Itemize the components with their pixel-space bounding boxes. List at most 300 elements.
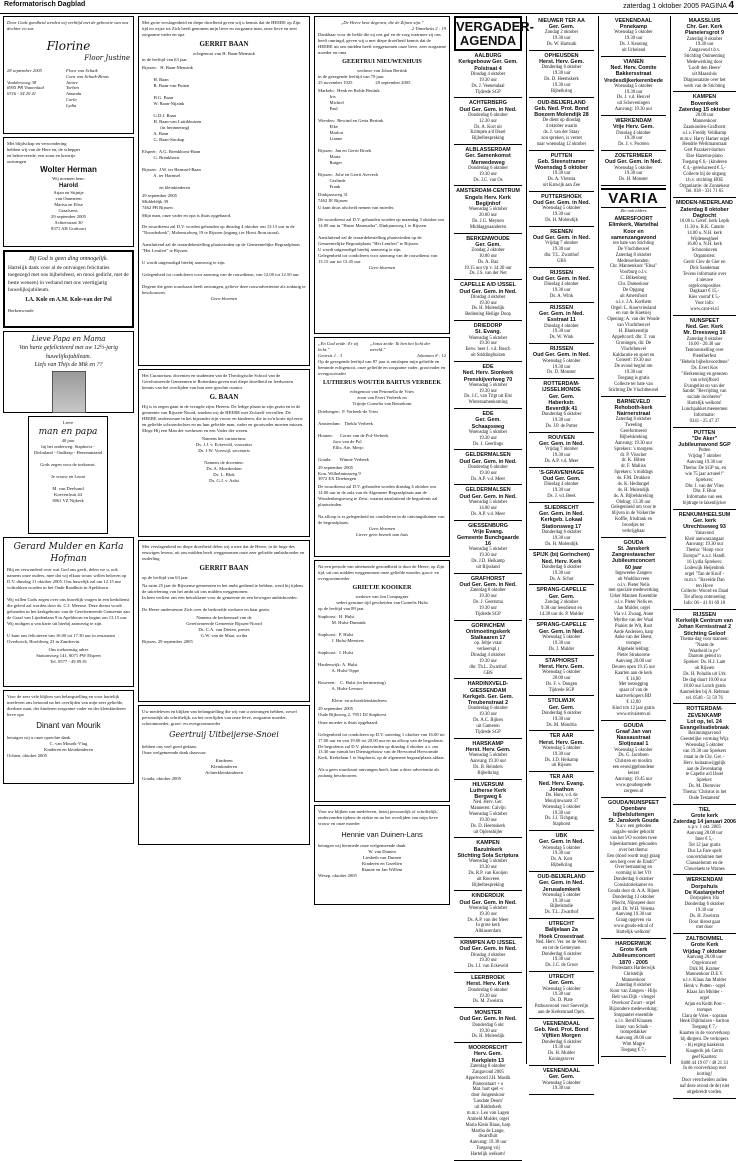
entry-details: Woensdag 5 oktober 19.30 uur Bijbelstudie Ds. T.L. Zwarthof: [542, 892, 581, 916]
entry-heading: TER AAR Ned. Herv. Evang. Jonathon: [538, 774, 585, 793]
entry-heading: ROUVEEN Ger. Gem. in Ned.: [539, 434, 584, 448]
varia-list: [601, 214, 666, 1057]
entry-details: Woensdag 5 oktober 19.30 uur Ds. J.C. van Trigt uit Elst Wintersamenkoming: [464, 382, 512, 406]
entry-details: Woensdag 5 oktober 20.00 uur Ds. J.G. Meynen Middaggoaanderen: [468, 207, 508, 230]
entry-details: Zondag 2 oktober 19.30 uur Ds. W. Hartsuik: [544, 30, 579, 48]
agenda-entry: [601, 939, 666, 1057]
signature: Liefs van Thijs de Mik en ??: [34, 361, 103, 368]
entry-details: Vrijdag 7 oktober 19.30 uur dhr. T.L. Zwarthof GBS: [544, 241, 579, 265]
call-name: Harold: [58, 182, 78, 189]
entry-heading: AMSTERDAM-CENTRUM Engels Herv. Kerk Begijnhof: [456, 188, 520, 207]
family-list: Markelo: Henk en Rolde Bertink Iris Michiel Paul Wierden: Bewind en Geria Bertink Elke Marlon Lianne Rijssen: Jan en Gerrit Broek Maria Rutger Rijssen: Jolie en Gerrit Avevesh Gerlinde Frank: [318, 88, 384, 189]
quote: „En God zeide: Er zij licht.": [318, 341, 359, 352]
entry-heading: ROTTERDAM-IJSSELMONDE Ger. Gem. Haberkstr. Beverdijk 41: [542, 381, 581, 413]
meeting-agenda-column-2: [526, 16, 594, 1092]
entry-details: op. Jeltje vraat verkeerspl.) Dinsdag 4 oktober 19.30 uur dhr. Th.L. Zwarthof GBS: [469, 641, 507, 676]
deceased-name: GERRIT BAAN: [199, 39, 249, 48]
ad-text: Hartelijk dank voor al de ontvangen felicitaties toegezegd met ons bijbelsfeest, en mooi gedicht, met de beste wensen) in verband met ons veertigjarig huwelijksjubileum.: [8, 265, 129, 293]
entry-details: Woensdag 5 oktober 19.30 uur Ds. J. Mulder: [542, 634, 581, 652]
child-photo: [52, 371, 86, 413]
quote: „Jezus zeide: Ik ben het licht der wereld.": [369, 341, 431, 352]
entry-details: Donderdag 6 oktober 19.30 uur Ds. D. Heemskerk 19.30 uur Bijbelkring: [541, 65, 582, 94]
baby-subname: Floor Justine: [84, 54, 130, 63]
agenda-entry: [454, 679, 522, 738]
entry-details: 19.30 uur Ds. A. Vletstra uit Katwijk aan Zee: [542, 171, 581, 189]
ad-text: hij het onderweg: Staphorst - Dirlinland - Oudkerp - Heerenmaand Gods zegen voor de toekomst. Je vrouw en Leoni M. van Deelsand Koevenfruit 44 3861 VZ Nijkerk: [33, 444, 103, 503]
entry-details: Dinsdag 4 oktober 19.30 uur Ds. J.J. van Eckeveld: [467, 952, 509, 970]
agenda-list: [601, 16, 666, 186]
entry-heading: KINDERDIJK Oud Ger. Gem. in Ned.: [459, 893, 517, 906]
age: in de gezegende leeftijd van 79 jaar.: [318, 74, 385, 80]
signature: Kinderen Kleinkinderen Achterkleinkinderen: [205, 757, 243, 775]
agenda-entry: [673, 428, 736, 510]
entry-details: Ned. Herv. Ver. tot de Wert. en tot de Gemeynen Donderdag 6 oktober 19.30 uur Ds. J.C. de Groot: [535, 939, 588, 969]
entry-heading: ACHTERBERG Oud Ger. Gem. in Ned.: [459, 100, 517, 113]
entry-details: Zaterdag 8 oktober 16.00 - 20.30 uur Tentoonstelling over Pietelherfest "Hebeln bijbelsvoordtene" Ds. Evert Kos "Herkenning en genezen van schrijfbord Evangelist on van der Sande: "Bevrijding van sociale incoheren" Hartelijk welkom! Lunchpakket meenemen Informatie: 0341 - 25 47 37: [679, 336, 730, 424]
agenda-entry: [673, 704, 736, 804]
agenda-entry: [601, 116, 666, 151]
entry-details: Zaterdag 8 oktober 19.30 uur Ds. J. Geertsma 19.30 uur Tijdrede SGP: [470, 588, 506, 617]
entry-details: Vrijdag 7 oktober 19.30 uur Ds. A.P. v.d. Meer: [544, 447, 579, 465]
agenda-entry: [454, 838, 522, 891]
address: Achterstraat 30 8371 AH Graftoort: [51, 219, 86, 231]
entry-details: Putten Vrijdag 7 oktober Aanvang 19.30 uur Thema: De SGP nu, en wie 75 jaar actueel!" Sprekers: Dhr. J. van der Vlies Dhr. F. Bloe Informatie van een bijdrage te lakenlijcker: [682, 448, 727, 507]
quote: „De Heere kent degenen, die de Zijnen zijn.": [340, 20, 424, 25]
place-date: Wesep, oktober 2005: [318, 872, 357, 878]
agenda-entry: [454, 574, 522, 621]
entry-heading: MOORDRECHT Herv. Gem. Kerkplein 13: [468, 1045, 508, 1064]
agenda-entry: [529, 872, 594, 919]
agenda-entry: [529, 1019, 594, 1066]
place: Berkenwoude: [8, 308, 34, 314]
entry-heading: VEENENDAAL Geb. Ned. Prot. Bond Vijftien Morgen: [534, 1020, 589, 1040]
entry-details: Woensdag 5 oktober 19.30 uur Ds. R.P. van Kooijen uit Rouveen Bijbelbespreking: [468, 859, 508, 888]
obituary-kooiker: [314, 560, 450, 802]
agenda-list: [529, 16, 594, 1095]
entry-details: Dinsdag 4 oktober 19.30 uur Ds. J. vd. Beek: [544, 482, 579, 500]
agenda-entry: [673, 875, 736, 934]
agenda-entry: [454, 621, 522, 680]
column-family-3: [314, 16, 450, 908]
age: op de leeftijd van 63 jaar.: [142, 575, 189, 581]
agenda-entry: [529, 468, 594, 503]
entry-heading: GOUDA Graaf Jan van Nassaustraat Slotjozaal 1: [615, 722, 652, 748]
entry-heading: UTRECHT Ger. Gem.: [548, 974, 575, 987]
ad-text: Na een periode van afnemende gezondheid is door de Heere, op Zijn tijd, uit ons midden weggenomen onze geliefde moeder, groot- en overgrootmoeder: [318, 564, 445, 581]
agenda-entry: [601, 57, 666, 116]
entry-heading: SPRANG-CAPELLE Ger. Gem. in Ned.: [536, 622, 587, 635]
obituary-verbeek: [314, 337, 450, 557]
ad-caption: Lieve: [62, 420, 74, 425]
entry-heading: GELDERMALSEN Oud Ger. Gem. in Ned.: [459, 452, 517, 465]
ad-text: Het Curatorium, docenten en studenten van de Theologische School van de Gereformeerde Gemeenten te Rotterdam geven met diepe droefheid en leedwezen kennis van het overlijden van hun zeer geachte curator: [142, 373, 293, 390]
place-date: Rijssen, 29 september 2005: [142, 639, 193, 645]
entry-details: Dorpsplein 10a Donderdag 6 oktober 19.30 uur Ds. H. Zweistra Door dienst gaat met door: [684, 896, 725, 931]
age: 40 jaar: [61, 438, 75, 444]
agenda-entry: [454, 739, 522, 780]
agenda-entry: [529, 585, 594, 620]
quote: Bij God is geen ding onmogelijk.: [29, 256, 108, 262]
paper-name: Reformatorisch Dagblad: [4, 1, 86, 8]
entry-heading: GELDERMALSEN Oud Ger. Gem. in Ned.: [459, 487, 517, 500]
agenda-entry: [454, 362, 522, 409]
ad-body: Na ruim 25 jaar de Rijssense gemeenten in het ambt gediend te hebben, werd hij tijdens de uitoefening van het ambt uit ons midden weggenomen. In hem verliest ons een betrokkene voor de gemeente en een bewogen ambtsbroeder. De Heere ondersteune Zich over de bedroefde weduwe en haar gezin.: [142, 583, 304, 613]
agenda-entry: [529, 379, 594, 433]
entry-heading: MAASSLUIS Chr. Ger. Kerk Planeiersgrot 9: [685, 18, 724, 37]
agenda-entry: [454, 321, 522, 362]
entry-heading: RIJSSEN Kerkelijk Centrum van Johan Kernisstraat 2 Stichting Geloof: [676, 612, 733, 637]
entry-heading: PUTTERSHOEK Oud Ger. Gem. in Ned.: [532, 194, 591, 207]
entry-heading: UTRECHT Balijelaan 2a Hoek Crosestraat: [539, 921, 584, 940]
entry-details: Dinsdag 4 oktober 19.30 uur Ds. J. Veenendaal Tijdrede SGP: [470, 71, 506, 95]
entry-heading: AMERSFOORT Elimkerk, Wartelhal Koor en samenzangavond: [608, 216, 659, 241]
entry-details: Donderdag 6 oktober 19.30 uur Ds. A.P. v.d. Meer: [468, 464, 508, 482]
agenda-entry: [529, 972, 594, 1019]
spouse: echtgenoot van Petronella de Vries zoon van Evert Verbeek en Trijntje Cornelia van Beusekom: [350, 388, 414, 406]
agenda-entry: [673, 510, 736, 610]
footer-note: Geen bloemen: [210, 296, 238, 302]
agenda-entry: [529, 227, 594, 268]
entry-details: De dient op dinsdag 4 oktober waarin ds. J. van der Staay zou spreken, is verzet naar woensdag 12 oktober: [536, 118, 587, 147]
agenda-entry: [673, 92, 736, 198]
entry-heading: HARDINXVELD-GIESSENDAM Kerkgeb. Ger. Gem. Treubenstraat 2: [462, 681, 514, 707]
names: I.A. Kole en A.M. Kole-van der Pol: [25, 297, 112, 304]
varia-list: [673, 16, 736, 1099]
meeting-agenda-column-1: [454, 16, 535, 1158]
quote-ref: 2 Timotheüs 2 : 19: [411, 25, 446, 31]
entry-details: Woensdag 5 oktober 19.30 uur Ds. J.D. Heikamp uit Rijssen: [542, 745, 581, 769]
deceased-name: G. BAAN: [209, 392, 239, 401]
entry-details: Woensdag 5 oktober 19.30 uur: [542, 1080, 581, 1092]
entry-details: Donderdag 6 oktober 19.30 uur Ds. J.C. van Os: [468, 165, 508, 183]
agenda-entry: [454, 891, 522, 938]
birth-date-address: 28 september 2005 Vaaldersweg 38 6905 PB Vianenlaal 0316 - 54 20 41: [7, 67, 44, 97]
ad-intro: Door Gods goedheid werden wij verblijd met de geboorte van ons dochter en zus: [7, 20, 129, 31]
agenda-entry: [529, 1066, 594, 1095]
entry-details: Donderdag 6 oktober 19.30 uur Ds. H. Molendijk: [541, 529, 582, 547]
varia-subtitle: Zie ook elders: [620, 208, 647, 214]
agenda-entry: [529, 344, 594, 379]
entry-details: Dinsdag 4 oktober 19.30 uur Ds. W. Wink: [544, 323, 579, 341]
agenda-entry: [529, 772, 594, 831]
baby-name: Florine: [46, 38, 91, 53]
baby-name: Wolter Herman: [40, 164, 97, 174]
deceased-name: Geertruij Uitbeijerse-Snoei: [169, 729, 279, 739]
parents: Arjan en Stijntje van Ommeren Marisa en Elise: [53, 189, 84, 207]
obituary-gerrit-baan-family: [138, 16, 310, 366]
agenda-entry: [529, 550, 594, 585]
spouse: weduwe van Johan Bertink: [357, 68, 407, 74]
funeral-details: De rouwdienst zal D.V. gehouden worden dinsdag 4 oktober om 14.00 uur in de zala van de Algemene Begraafplaats aan de Woudenbergseweg te Zeist, waarna aansluitend de begrafenis zal plaatsvinden. Na afloop is er gelegenheid tot condoleren in de ontvangstkamer van de begraafplaats.: [318, 484, 445, 526]
agenda-list: [454, 51, 522, 1161]
entry-heading: WERKENDAM Vrije Herv. Gem.: [613, 118, 654, 131]
ad-title: man en papa: [38, 426, 98, 437]
entry-heading: RIJSSEN Oud Ger. Gem. in Ned.: [532, 269, 591, 283]
entry-heading: OPHEUSDEN Herst. Herv. Gem.: [539, 53, 584, 66]
entry-details: Woensdag 5 oktober 19.30 uur Ds. H. Molendijk: [542, 206, 581, 224]
entry-details: Ned. Herv. Ger. Manneren: Calvijn Woensdag 5 oktober 19.30 uur Ds. D. Heemskerk uit Oplensbijler: [468, 800, 508, 835]
entry-details: Woensdag 5 oktober 19.30 uur Ds. H. Monster: [614, 165, 653, 183]
entry-heading: SLIEDRECHT Ger. Gem. in Ned. Kerkgeb. Lokaal Stationsweg 17: [539, 504, 584, 530]
obituary-nieuwenhuis: [314, 16, 450, 334]
entry-heading: RIJSSEN Oud Ger. Gem. in Ned.: [532, 346, 591, 359]
entry-details: Zaterdag 8 oktober Zangavond 2005 Appelvoord J.H. Mastik Pianonstaart + o Mat. hart spel -v door Jongenskoor 'Laudate Deum' uit Ridderkerk m.m.v. Leo van Lagen Anmeld Mulder, orgel Maria Klein Blaas, harp Martha de Lange, dwarsfluit Aanvang: 19.30 uur Toegang vrij Hartelijk welkom!: [465, 1063, 511, 1158]
quote-ref: Johannes 8 : 12: [416, 352, 446, 358]
entry-heading: KRIMPEN A/D IJSSEL Oud Ger. Gem. in Ned.: [459, 940, 517, 953]
entry-details: Protestants Harderwijk Christelijk Mannenkoor Zaterdag 8 oktober Koor van Zangers - Hiljs Belt van Dijk - vleugel Overkoor Zwart - orgel Bijzondere medewerking: Stoppanter ensemble o.l.v. Berdf Klaasen Janny van Schaik - trompetlakker Aanvang 20.00 uur Wim Magré Toegang € 7,-: [609, 965, 658, 1053]
entry-heading: CAPELLE A/D IJSSEL Oud Ger. Gem. in Ned.: [459, 282, 517, 295]
entry-heading: VEENENDAAL Ger. Gem.: [542, 1068, 581, 1081]
meeting-agenda-column-3: [598, 16, 666, 1064]
address: 29 september 2005 Kon. Wilhelminaweg 9 3972 EX Driebergen: [318, 464, 361, 482]
obituary-g-baan-curatorium: [138, 369, 310, 537]
agenda-entry: [529, 831, 594, 872]
agenda-entry: [454, 780, 522, 839]
ad-text: betuigen wij hiermede onze welgemeende dank.: [318, 842, 407, 848]
entry-heading: ZALTBOMMEL Grote Kerk Vrijdag 7 oktober: [682, 936, 727, 955]
agenda-entry: [454, 973, 522, 1008]
entry-heading: STOLWIJK Ger. Gem.: [547, 698, 576, 711]
agenda-entry: [601, 214, 666, 397]
agenda-entry: [529, 268, 594, 303]
agenda-entry: [529, 303, 594, 344]
agenda-entry: [529, 433, 594, 468]
page-header: [0, 0, 738, 14]
age: op de leeftijd van 89 jaar.: [318, 606, 365, 612]
entry-heading: ALBLASSERDAM Ger. Samenkomst Merwedeweg: [465, 147, 511, 166]
ad-text: Met verslagenheid en diepe droefheid delen wij u mee dat de Heere, in de hoge des eeuwigen levens, uit ons midden heeft weggenomen onze zeer geliefde ambtsbroeder en ouderling: [142, 544, 305, 561]
entry-details: Vanavond Kleir aanwaszangaar Aanvang: 19.30 uur Thema: "Hoop voor Europa?" n.a.v. Handl. 16 Lydia Sprekers: Lodewijk Heijenbrok orgel "Tan de Kruif - m.m.v. "Bavelde Dan ten Hove Collecte: Woord en Daad Tot afloop ontmoeting Info: 06 - 41 81 69 18: [680, 530, 729, 607]
family-list: Rijssen: H. Baan-Mensink H. Baan B. Baan-van Putten H.G. Baan W. Baan-Nijzink G.D.J. Baan H. Baan-van Luttikhuizen (in herinnering) A. Baan G. Baan-Strokap Elspeet: A.G. Brenkhorst-Baan G. Brenkhorst Rijssen: J.W. ter Harmsel-Baan A. ter Harmsel en kleinkinderen: [142, 65, 202, 190]
age: in de leeftijd van 63 jaar.: [142, 57, 188, 63]
ad-text: Met grote verslagenheid en diepe droefheid geven wij u kennis dat de HEERE op Zijn tijd en wijze tot Zich heeft genomen mijn lieve en zorgzame man, onze lieve en zeer zorgzame vader en opa: [142, 20, 301, 37]
agenda-entry: [454, 280, 522, 321]
entry-heading: MIDDEN-NEDERLAND Zaterdag 8 oktober Dagtocht: [676, 200, 733, 219]
ad-text: Voor uw blijken van medeleven, hetzij persoonlijk of schriftelijk, ondervonden tijdens de ziekte en na het overlijden van mijn lieve vrouw en onze moeder: [318, 809, 438, 826]
agenda-entry: [529, 16, 594, 51]
entry-heading: DRIEDORP St. Evang.: [473, 323, 503, 336]
agenda-entry: [529, 919, 594, 972]
thanks-ad-van-duinen: [314, 805, 450, 905]
entry-details: Donderdag 6 oktober 19.30 uur Ds. M. Mondria: [541, 710, 582, 728]
column-family-1: [3, 16, 134, 787]
entry-details: Zondag 2 oktober 10.00 uur Ds. A. Baz 19.15 uur t/p v. 14.30 uur Ds. J.S. van der Net: [464, 247, 512, 277]
entry-heading: 'S-GRAVENHAGE Oud Ger. Gem.: [539, 469, 584, 483]
meeting-agenda-column-4: [670, 16, 736, 1095]
entry-details: 20.00 uur Mannenkoor Zaaskonden-Grafhorst o.l.v. Freddy Veldkamp m.m.v. Harry Hamer orgel Hendrie Werkmanstraat Gert Pazakert-bariton Else Hazema-piano Toegang € 6,- (kinderen € 4,- gereduceerd € 5,- Collecte bij de uitgang t.b.v. stichting HOE Organisatie: de Zonnekeur Tel. 038 - 331 71 65: [679, 113, 730, 195]
entry-details: Woensdag 5 oktober 19.30 uur Ds. D. Monster: [542, 358, 581, 376]
agenda-entry: [601, 151, 666, 186]
entry-details: Woensdag 5 oktober 19.30 uur Ds. J.D. Heikamp uit Rijssland: [468, 547, 508, 570]
footer-note: Geen bloemen Liever geen bezoek aan huis: [355, 526, 409, 538]
entry-heading: ZOETERMEER Oud Ger. Gem. in Ned.: [604, 153, 663, 166]
place-date: Ochten, oktober 2005: [7, 752, 47, 758]
entry-heading: KAMPEN Bazuinkerk Stichting Sola Scriptura: [457, 840, 519, 859]
entry-details: Donderdag 6 oktober 19.30 uur Ds. M. Zweistra: [468, 987, 508, 1005]
ad-title: Lieve Papa en Mama: [31, 335, 106, 343]
entry-heading: VEENENDAAL Pnnekamp: [614, 18, 653, 31]
agenda-entry: [454, 409, 522, 450]
spouse: echtgenoot van H. Baan-Mensink: [193, 51, 255, 57]
ad-text: hebben ons veel goed gedaan. Onze welgemeende dank daarvoor.: [142, 743, 207, 755]
entry-details: 10.00 u. Geref. kerk Lepik 11.30 u. R.K. Catarin 14.00 u. N.H. kerk Wijdenesgheel 16.00 u. N.H. kerk Schoonhoven Organisten: Gerrit Clev de Gier en Dick Sandeman Tevens informatie over 4 nieuwe orgelcomposities Dagkaart € 15,- Kies vooraf € 5,- Voor info: www.cant-el.nl: [679, 218, 730, 313]
signature: Namens de kerkenraad van de Gereformeerde Gemeente Rijssen-Noord Ds. C.A. van Dieren, preses G.W. van de Maat, scriba: [186, 615, 262, 639]
entry-details: Do. Hunt, v.d. de Muurjinwaarst 37 Woensdag 5 oktober 19.30 uur Ds. J.J. Tichgang, Staphorst: [542, 792, 581, 828]
entry-heading: STAPHORST Herst. Herv. Gem.: [539, 657, 584, 670]
entry-details: Zaterdag 8 oktober Tweeling Gereformeerd Bijbelskreking Aanvang: 19.30 uur Sprekers: 's morgens dr. P. Visscher dr. K. Hilten dr. F. Maliisn Sprekers: 's middags ds. F.M. Drukken ds. K. Hedinngel ds. H. Molendijk ds. A. Bijbelskreking Ohdrag: 13.30 uur Gelegenheid om voor te blijven in de Voikerche Koffie, frisdrank en broodjes ter verkrijgbaar: [610, 417, 657, 534]
entry-heading: PUTTEN "De Aker" Jubileumavond SGP: [678, 429, 731, 449]
entry-heading: HARDERWIJK Grote Kerk Jubileumconcert 1870 - 2005: [611, 940, 656, 966]
thanks-ad-uitbeijerse: [138, 705, 310, 845]
entry-details: Woensdag 5 oktober 19.30 uur Ds. D. Plate Pathoavoond voor Soeverijn aan de Kerkenraad Oprn.: [534, 986, 589, 1016]
entry-heading: GOUDA St. Janskerk Zangrestavacher Jubileumconcert 60 jaar: [611, 539, 656, 571]
jubilee-thanks-ad: [3, 250, 134, 328]
entry-details: Woensdag 5 oktober Aanvang 19.30 uur Ds. B. Reinders Bijbelkring: [468, 753, 508, 776]
entry-details: Zaterdag 8 oktober 19.30 uur Zangavond t.b.v. Stichting Ouimenting Medewerking door 'Looft den Heere' uit Maassluis Diagnosatatie over het werk van de Stichting: [683, 36, 726, 89]
signature: W. van Duinen Liesbeth van Duinen Kinderen en Gezellen Rianne en Jan Willem: [361, 848, 403, 872]
entry-heading: REENEN Oud Ger. Gem. in Ned.: [532, 229, 591, 242]
entry-heading: UBK Ger. Gem. in Ned.: [539, 833, 584, 846]
entry-details: Donderdag 6 oktober 19.30 uur Ds. A.C. Rijken uit Gameren Tijdrede SGP: [468, 706, 508, 735]
entry-details: Woensdag 5 oktober 19.30 uur Ds. J. Geerlings: [468, 429, 508, 447]
entry-details: N.a.v. een geboden nogalw-onder gekocht van het VO worden twee bijeenkomsten gehouden over het thema: Een (dood wordt nog) graag een berg over de Eindt?" Over bemanning en vorming in het VO Donderdag 6 oktober Consistoriekamer en Gouda door dr. A.A. Rijnes Donderdag 13 oktober Pliecht, Nijnspeet door prof. Dr. W.H. Velema Aanvang 19.30 uur Graag opgeven via www.gouds-edr.nl of Hartelijk welkom!: [607, 824, 660, 936]
entry-heading: OUD-BEIJERLAND Ger. Gem. in Ned. Jerusalemkerk: [537, 874, 586, 893]
deceased-name: Hennie van Duinen-Lans: [341, 829, 423, 839]
agenda-entry: [454, 186, 522, 233]
family-list: Driebergen: P. Verbeek-de Vries Amsterdam: Thekla Verbeek Houten: Corrie van de Pol-Verbeek Jaco van de Pol Ellis, Ate, Merjo Gouda: Winnie Verbeek: [318, 408, 389, 462]
entry-heading: AALBURG Kerkgebouw Ger. Gem. Polstraat 4: [458, 53, 518, 72]
entry-details: u.p.v. 1 okt. 2005 Aanvang 20.00 uur Inter € 5,- Tot 12 jaar gratis Dus La Fare spelt concertduimen met Classaelomm en de Clowelaets te Warnes: [684, 825, 725, 872]
signature: C. van Mourik-Vlug Kinderen en kleinkinderen: [44, 740, 93, 752]
entry-details: Zondag 2 oktober 9.30 uur leesdienst en 14.30 uur ds. P. Mulder: [539, 599, 584, 617]
entry-details: Dinsdag 4 oktober 19.30 uur Ds. H. Molendijk Bediening Heilige Doop: [465, 294, 511, 318]
entry-details: Woensdag 5 oktober 19.30 uur Ds. J. v.d. Heuvel uit Scheveningen Aanvang: 19.30 uur: [614, 83, 653, 113]
entry-heading: PUTTEN Geb. Steenstramer Woensdag 5 oktober: [535, 152, 588, 172]
agenda-entry: [529, 731, 594, 772]
quote-ref: Genesis 1 : 3: [318, 352, 343, 358]
entry-heading: OUD-BEIJERLAND Geb. Ned. Prot. Bond Boezem Molendijk 28: [534, 99, 589, 119]
agenda-entry: [529, 696, 594, 731]
agenda-entry: [454, 521, 522, 574]
agenda-entry: [601, 798, 666, 939]
agenda-title: VERGADER-AGENDA: [454, 16, 522, 51]
entry-heading: GIESSENBURG Vrije Evang. Gemeente Bunchgaarde 16: [456, 522, 519, 548]
agenda-entry: [454, 1043, 522, 1161]
ad-text: Voor de zeer vele blijken van belangstelling en voor hartelijk meeleven ons betoond na het overlijden van mijn zeer geliefde, dierbare man, der kinderen zorgzame vader en der kleinkinderen lieve opa: [7, 694, 126, 717]
funeral-details: U kunt thuis afscheid nemen van moeder. De rouwdienst zal D.V. gehouden worden op maandag 3 oktober om 14.00 uur in "Huize Marenatha", Dinkjansweg 1 te Rijssen. Aansluitend zal de teraardebestelling plaatsvinden op de Gemeentelijke Begraafplaats "Het Lentfert" te Rijssen. U wordt uitgenodigd hierbij aanwezig te zijn. Gelegenheid tot condoleren voor aanvang van de rouwdienst van 13.15 uur tot 13.45 uur.: [318, 205, 444, 265]
agenda-entry: [601, 397, 666, 538]
entry-heading: GOUDA/NUNSPEET Openbare bijbelsluitengen St. Janskerk Gouda: [608, 799, 659, 825]
entry-details: Woensdag 5 oktober 14.00 uur Ds. A.P. v.d. Meer: [468, 499, 508, 517]
entry-details: Donderdag 6 okt 19.30 uur Ds. H. Molendijk: [471, 1022, 505, 1040]
entry-heading: LEERBROEK Herst. Herv. Kerk: [466, 975, 510, 988]
entry-details: Woensdag 5 oktober 20.00 uur Ds. F. v. Dongen Tijdrede SGP: [542, 669, 581, 693]
birth-ad-wolter: [3, 137, 134, 247]
agenda-entry: [673, 934, 736, 1099]
entry-heading: NUNSPEET Ned. Ger. Kerk Mr. Dreesweg 16: [683, 317, 726, 337]
thanks-ad-van-mourik: [3, 690, 134, 784]
signature: Namens het curatorium: Ds. J.J. v. Eckevold, voorzitter Ds. J.W. Vorswijl, secretaris Namens de docenten: Ds. A. Moerkerken Ds. L. Blok Ds. G.J. v. Aalst: [195, 436, 253, 483]
entry-heading: SPIJK (bij Gorinchem) Ned. Herv. Kerk: [533, 552, 590, 565]
entry-heading: KAMPEN Bovenkerk Zaterdag 15 oktober: [678, 94, 731, 113]
entry-details: Aanvang 20.00 uur Orgelconcert Dirk M. Kramer Mannenkoor D.E.V. o.l.v. Klaas Jan Mulder Henk v. Putten - orgel Klaas Jan Mulder - orgel Arjan en Keith Post - trompet Clara de Vries - soprano Henk Dijkhuizen - bariton Toegang € 7,- Kaarten in de voorverkoop bij dhrgent. De verkopers - bij erging kaakeran Knagerik jek Gerrit geef Kaarten: 0480 44 19 07 / 40 21 33 In de voorverkoop met korting! Door verscheiden zullen naf deze avond de de) niet uitgebreidt vorden.: [679, 954, 730, 1095]
entry-heading: ROTTERDAM-ZEVENKAMP Lot op, tel. 24 Evangelisatiebraak: [680, 706, 729, 732]
entry-details: Woensdag 5 oktober Ds. G. Jacobsen Christen en moslim een eeuwiggebondene keizer Aanvang: 19.45 uur www.goudsegoede zorgeen.nl: [612, 747, 655, 794]
ad-text: Met blijdschap en verwondering hebben wij van de Here en, de schepper en beboeveerde, een zoon en broertje ontvangen: [7, 141, 81, 164]
agenda-entry: [529, 620, 594, 655]
agenda-entry: [673, 198, 736, 316]
entry-heading: MONSTER Oud Ger. Gem. in Ned.: [459, 1010, 517, 1023]
obituary-gerrit-baan-church: [138, 540, 310, 702]
address: Dinkjansweg 31 7462 JE Rijssen: [318, 191, 348, 203]
agenda-entry: [454, 234, 522, 281]
entry-heading: RENKUM/HEELSUM Ger. kerk Utrechtseweg 93: [678, 512, 731, 531]
agenda-entry: [673, 610, 736, 704]
entry-heading: TER AAR Herst. Herv. Gem.: [539, 733, 584, 746]
date-address: 29 september 2005 Middeldijk 39 7462 PB Rijssen: [142, 192, 177, 210]
agenda-entry: [529, 51, 594, 98]
wedding-ad-gerard: [3, 537, 134, 687]
ad-text: Uw medeleven en blijken van belangstelling die wij van u ontvangen hebben, zowel persoonlijk als schriftelijk, na het overlijden van onze lieve, zorgzame moeder, schoonmoeder, groot- en overgrootmoeder: [142, 709, 297, 726]
birth-ad-florine: [3, 16, 134, 134]
entry-heading: NIEUWER TER AA Ger. Gem.: [538, 18, 585, 31]
agenda-entry: [529, 151, 594, 192]
date-address: 29 september 2005 Oude Rijksweg 2, 7951 DJ Staphorst: [318, 705, 387, 717]
entry-details: Donderdag 6 oktober 12.30 uur Ds. A. Kort uit Krimpen a/d IJssel Bijbelbespreking: [468, 112, 508, 142]
agenda-entry: [529, 503, 594, 550]
dates: 25 november 1925 29 september 2005: [318, 80, 411, 86]
future-address: Ons toekomstig adres Stationsweg 141, 8071 PW Elspeet Tel. 0577 - 49 09 81: [36, 646, 101, 664]
place-date: Graafsrest, 29 september 2005: [51, 207, 86, 219]
entry-details: Donderdag 6 oktober 19.30 uur Ds. A. Schot: [541, 564, 582, 582]
ad-text: Op de gezegende leeftijd van 87 jaar is ontslapen mijn geliefde en beminde echtgenoot, onze geliefde en zorgzame vader, grootvader en overgrootvader: [318, 358, 446, 376]
agenda-entry: [673, 16, 736, 92]
ad-text: Dankbaar voor de liefde die zij ons gaf en de zorg waarmee zij ons heeft omringd, geven wij u met diepe droefheid kennis dat de HEERE uit ons midden heeft weggenomen onze lieve, zeer zorgzame moeder en oma: [318, 31, 446, 55]
family-names: Floor van Schaik Cora van Schaik-Brons Janice Torben Amanda Carla Lydia: [66, 67, 109, 109]
entry-details: Dinsdag 4 oktober 19.30 uur Ds. J. v. Poorten: [616, 130, 651, 148]
deceased-name: GEERTRUI NIEUWENHUIS: [342, 57, 422, 65]
agenda-entry: [601, 538, 666, 721]
deceased-name: Dinant van Mourik: [36, 720, 101, 730]
entry-details: Dinsdag 4 oktober 19.30 uur Ds. A. Wink: [544, 282, 579, 300]
entry-details: Donderdag 6 oktober 19.30 uur Ds. J.P. de Putter: [541, 412, 582, 430]
entry-heading: SPRANG-CAPELLE Ger. Gem.: [536, 587, 587, 600]
varia-title: VARIA: [601, 188, 666, 208]
ad-text: betuigen wij u onze oprechte dank.: [7, 734, 72, 740]
entry-details: Donderdag 6 oktober 19.30 uur Ds. H. Mulder Koningsrover: [541, 1039, 582, 1063]
agenda-entry: [454, 51, 522, 98]
entry-details: Woensdag 5 oktober 19.30 uur Ds. A.P. van der Meer In grote kerk Alblasserdam: [467, 905, 509, 935]
agenda-entry: [454, 1008, 522, 1043]
agenda-entry: [529, 192, 594, 227]
entry-details: Woensdag 5 oktober 19.30 uur Ds. J. Keuning uit Urkeland: [614, 30, 653, 54]
birthday-ad: [28, 416, 108, 534]
agenda-entry: [673, 316, 736, 428]
entry-heading: EDE Ned. Herv. Sionkerk Prenskijverlweg 70: [462, 364, 514, 383]
deceased-name: LUTHERUS WOUTER BARTUS VERBEEK: [322, 379, 442, 386]
agenda-entry: [529, 656, 594, 697]
entry-heading: BARNEVELD Rehoboth-kerk Nairnerstraat: [614, 398, 653, 418]
couple-names: Gerard Mulder en Karla Hofman: [13, 542, 124, 565]
deceased-name: GERRIT BAAN: [199, 563, 249, 572]
entry-details: Ingeweeke Zangers uit Waddinxveen o.l.v. Pieter Nelis met speciale medewerking Urker Mannen Ensemble o.l.v. Pieter Nelis en Jan Mulder, orgel Via v.l. Zwaag, Anne Myrthe van der Waal Pianist de Wit, Rust Ande Andersen, harp Anke van der Beest, trompet Algehele leiding: Pieter Strakoorne Aanvang 20.00 uur Deuren open 19.15 uur Kaarten aan de kerk € 14,00 Met toezegging spaar of van de kaartverkopers BD € 12,00 Kind t/m 12 jaar gratis www.stivaleren.nl: [608, 570, 659, 717]
entry-heading: TIEL Grote kerk Zaterdag 14 januari 2006: [673, 806, 736, 826]
funeral-details: Onze moeder is thuis opgebaard. Gelegenheid tot condoleren op D.V. zaterdag 1 oktober van 16.00 tot 17.00 uur en van 19.00 tot 20.00 uur en na afloop van de begrafenis. De begrafenis zal D.V. plaatsvinden op dinsdag 4 oktober a.s. om 13.30 uur vanuit het Dienstgebouw van de Hervormd Hervormde Kerk, Kerkelaan 1 te Staphorst, op de algemene begraafplaats aldaar. Als u geen rouwkaart ontvangen heeft, kunt u deze advertentie als zodanig beschouwen.: [318, 719, 445, 779]
entry-heading: HILVERSUM Lutherse Kerk Bergweg 6: [469, 781, 507, 800]
place-date: Gouda, oktober 2005: [142, 775, 181, 781]
congrats-ad-lieve: [3, 331, 134, 413]
entry-heading: VIANEN Ned. Herv. Comite Bakkersstraat Vredesdijkerkerenbede: [603, 58, 664, 84]
